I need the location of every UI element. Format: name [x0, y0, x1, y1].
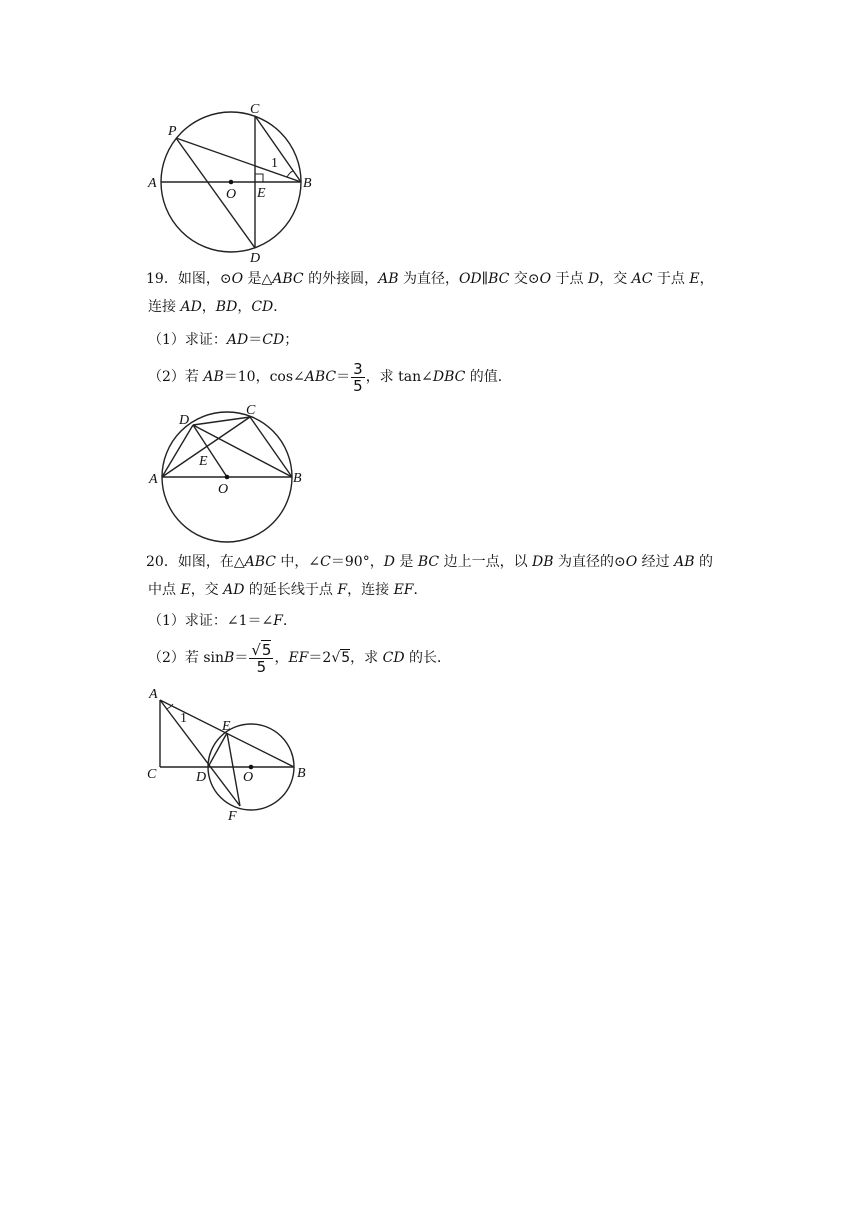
figure-18-circle-diagram — [140, 95, 340, 265]
label-c: C — [250, 102, 260, 117]
chord-dc — [193, 417, 250, 425]
q19-part-2: （2）若 AB＝10，cos∠ABC＝ $\frac{3}{5}$ ，求 tan∠DBC 的值． — [148, 359, 512, 395]
q20-part-1: （1）求证：∠1＝∠F． — [148, 613, 297, 629]
right-angle-mark — [255, 174, 263, 182]
q20-line-1: 20．如图，在△ABC 中，∠C＝90°，D 是 BC 边上一点，以 DB 为直径的⊙O 经过 AB 的 — [146, 554, 713, 570]
label-1: 1 — [271, 156, 278, 171]
label-d: D — [196, 770, 207, 785]
label-e: E — [199, 454, 208, 469]
angle-1-arc — [287, 171, 293, 177]
q19-line-1: 19．如图，⊙O 是△ABC 的外接圆，AB 为直径，OD∥BC 交⊙O 于点 D，交 AC 于点 E， — [146, 271, 714, 287]
label-d: D — [250, 251, 261, 265]
chord-pb — [176, 138, 301, 182]
label-a: A — [149, 687, 158, 702]
chord-cb — [255, 116, 301, 182]
label-o: O — [226, 187, 237, 202]
fraction-three-fifths: $\frac{3}{5}$ — [353, 359, 363, 395]
label-b: B — [297, 766, 306, 781]
label-c: C — [246, 403, 256, 418]
fraction-root5-over-5: $\frac{√5}{5}$ — [251, 640, 272, 676]
q19-part-1: （1）求证：AD＝CD； — [148, 332, 299, 348]
label-1: 1 — [180, 711, 187, 726]
label-p: P — [168, 124, 177, 139]
label-f: F — [228, 809, 237, 824]
label-o: O — [218, 482, 229, 497]
figure-20-triangle-circle-diagram — [140, 682, 320, 827]
sqrt-5: √5 — [331, 650, 351, 666]
label-e: E — [222, 719, 231, 734]
center-dot — [225, 475, 230, 480]
center-dot — [229, 180, 234, 185]
center-dot — [249, 765, 254, 770]
segment-ef — [227, 733, 240, 806]
figure-19-circle-diagram — [140, 398, 315, 546]
label-a: A — [148, 176, 157, 191]
q20-line-2: 中点 E，交 AD 的延长线于点 F，连接 EF． — [148, 582, 428, 598]
label-b: B — [303, 176, 312, 191]
chord-cb — [250, 417, 292, 477]
q19-line-2: 连接 AD，BD，CD． — [148, 299, 288, 315]
label-e: E — [257, 186, 266, 201]
label-d: D — [179, 413, 190, 428]
segment-do — [193, 425, 227, 477]
q20-part-2: （2）若 sinB＝ $\frac{√5}{5}$ ，EF＝2√5，求 CD 的长． — [148, 640, 451, 676]
label-c: C — [147, 767, 157, 782]
label-o: O — [243, 770, 254, 785]
chord-db — [193, 425, 292, 477]
label-b: B — [293, 471, 302, 486]
label-a: A — [149, 472, 158, 487]
chord-pd — [176, 138, 255, 248]
chord-ad — [162, 425, 193, 477]
segment-af — [160, 700, 240, 806]
